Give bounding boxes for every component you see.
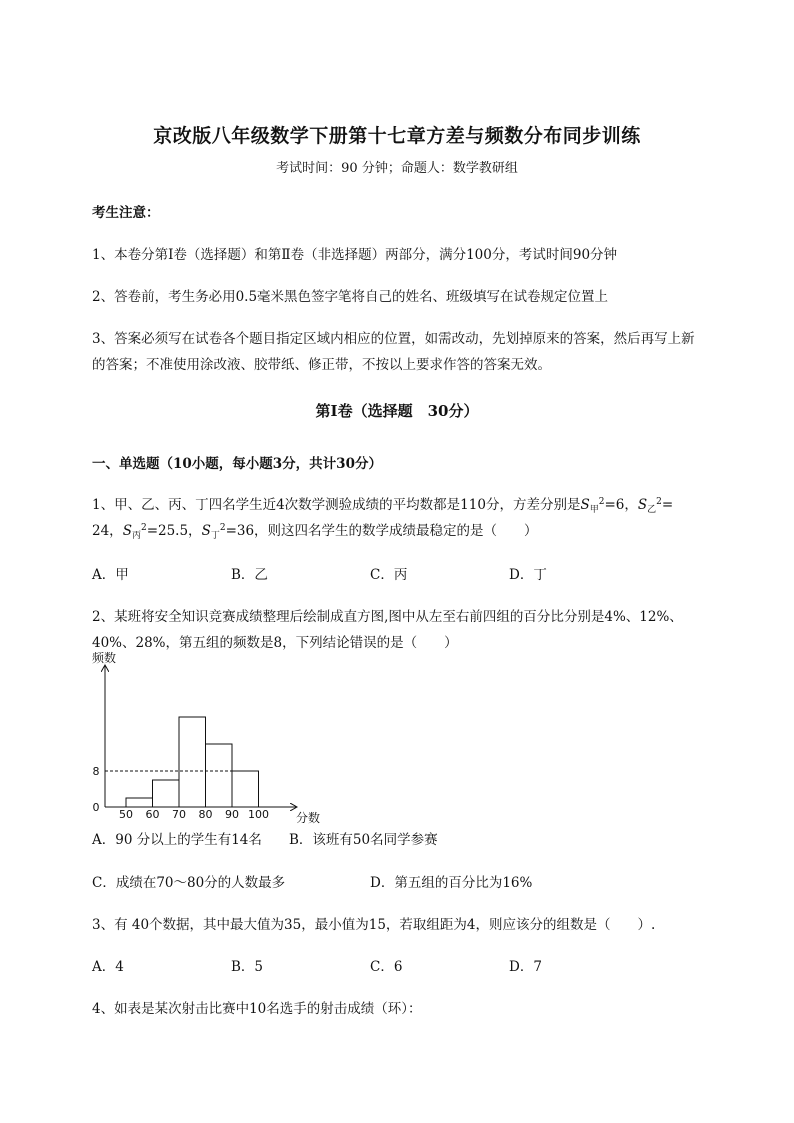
q1-option-d[interactable]: D．丁	[509, 567, 547, 583]
superscript: 2	[219, 523, 226, 533]
q2-option-c[interactable]: C．成绩在70～80分的人数最多	[92, 875, 286, 891]
y-tick-label: 8	[92, 765, 100, 778]
notice-item-3: 3、答案必须写在试卷各个题目指定区域内相应的位置，如需改动，先划掉原来的答案，然后再写上新	[92, 331, 695, 347]
q1-value: 24，	[92, 523, 123, 539]
q1-value: =	[661, 497, 674, 513]
q3-option-c[interactable]: C．6	[370, 959, 403, 975]
question-2-line-1: 2、某班将安全知识竞赛成绩整理后绘制成直方图,图中从左至右前四组的百分比分别是4%、12%、	[92, 609, 683, 625]
x-tick-label: 100	[248, 808, 269, 821]
notice-item-3-cont: 的答案；不准使用涂改液、胶带纸、修正带，不按以上要求作答的答案无效。	[92, 357, 551, 373]
subscript: 甲	[589, 505, 599, 515]
s-symbol: S	[122, 523, 132, 539]
section-title: 第Ⅰ卷（选择题 30分）	[315, 402, 479, 420]
histogram-bar	[206, 744, 233, 807]
question-2-line-2: 40%、28%，第五组的频数是8，下列结论错误的是（ ）	[92, 635, 458, 651]
q2-option-a[interactable]: A．90 分以上的学生有14名	[92, 832, 262, 848]
question-4-line-1: 4、如表是某次射击比赛中10名选手的射击成绩（环）：	[92, 1001, 422, 1017]
histogram-bar	[232, 771, 259, 807]
x-tick-label: 70	[172, 808, 186, 821]
q1-option-b[interactable]: B．乙	[231, 567, 268, 583]
q3-option-a[interactable]: A．4	[92, 959, 124, 975]
q2-option-d[interactable]: D．第五组的百分比为16%	[370, 875, 533, 891]
page-subtitle: 考试时间：90 分钟；命题人：数学教研组	[276, 161, 518, 176]
subscript: 乙	[647, 505, 657, 515]
subscript: 丁	[210, 531, 220, 541]
question-3-line-1: 3、有 40个数据，其中最大值为35，最小值为15，若取组距为4，则应该分的组数是（ ）.	[92, 917, 656, 933]
subscript: 丙	[131, 531, 141, 541]
x-tick-label: 90	[225, 808, 239, 821]
q1-value: =36，则这四名学生的数学成绩最稳定的是（ ）	[225, 523, 538, 539]
notice-item-1: 1、本卷分第Ⅰ卷（选择题）和第Ⅱ卷（非选择题）两部分，满分100分，考试时间90分钟	[92, 247, 618, 263]
histogram-bar	[153, 780, 180, 807]
notice-item-2: 2、答卷前，考生务必用0.5毫米黑色签字笔将自己的姓名、班级填写在试卷规定位置上	[92, 289, 609, 305]
y-axis-label: 频数	[92, 651, 117, 665]
x-tick-label: 80	[198, 808, 213, 821]
histogram-bar	[179, 717, 206, 807]
page-title: 京改版八年级数学下册第十七章方差与频数分布同步训练	[153, 125, 641, 147]
q3-option-b[interactable]: B．5	[231, 959, 264, 975]
q1-option-a[interactable]: A．甲	[92, 567, 129, 583]
x-tick-label: 60	[145, 808, 160, 821]
part-title: 一、单选题（10小题，每小题3分，共计30分）	[92, 456, 382, 472]
question-1-line-2	[92, 519, 538, 539]
x-axis-label: 分数	[296, 811, 321, 825]
x-tick-label: 50	[119, 808, 133, 821]
superscript: 2	[656, 497, 662, 507]
histogram-bar	[126, 798, 153, 807]
q3-option-d[interactable]: D．7	[509, 959, 542, 975]
y-tick-label: 0	[92, 801, 100, 814]
q1-text: 1、甲、乙、丙、丁四名学生近4次数学测验成绩的平均数都是110分，方差分别是	[92, 497, 581, 513]
question-1-line-1	[92, 493, 673, 513]
s-symbol: S	[637, 497, 648, 513]
s-symbol: S	[580, 497, 590, 513]
superscript: 2	[598, 497, 605, 507]
histogram-chart	[88, 648, 328, 828]
q1-value: =25.5，	[146, 523, 202, 539]
q2-option-b[interactable]: B．该班有50名同学参赛	[289, 832, 438, 848]
q1-option-c[interactable]: C．丙	[370, 567, 408, 583]
q1-value: =6，	[604, 497, 638, 513]
superscript: 2	[140, 523, 147, 533]
s-symbol: S	[201, 523, 211, 539]
notice-heading: 考生注意：	[92, 205, 160, 221]
